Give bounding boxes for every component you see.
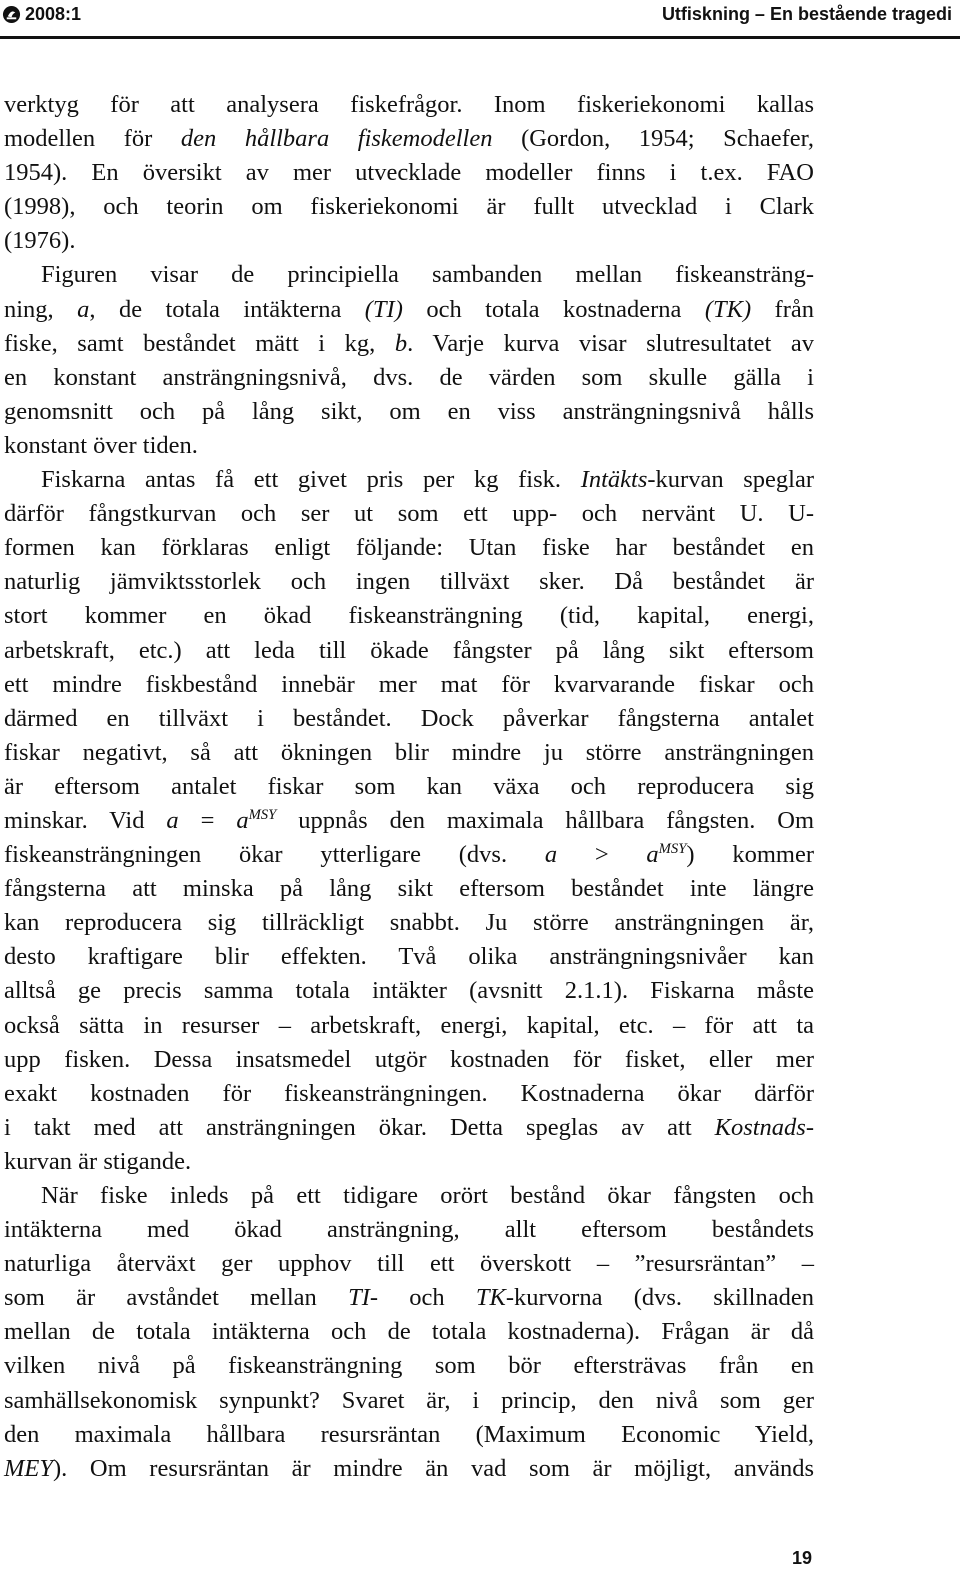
page-number: 19 xyxy=(791,1548,812,1568)
text-line: modellen för den hållbara fiskemodellen (Gordon, 1954; Schaefer, xyxy=(4,125,814,153)
text-line: konstant över tiden. xyxy=(4,431,198,459)
text-line: Fiskarna antas få ett givet pris per kg fisk. Intäkts-kurvan speglar xyxy=(41,466,814,494)
text-line: intäkterna med ökad ansträngning, allt eftersom beståndets xyxy=(4,1216,814,1244)
text-line: som är avståndet mellan TI- och TK-kurvorna (dvs. skillnaden xyxy=(4,1284,814,1312)
text-line: stort kommer en ökad fiskeansträngning (tid, kapital, energi, xyxy=(4,602,814,630)
text-line: därmed en tillväxt i beståndet. Dock påverkar fångsterna antalet xyxy=(4,704,814,732)
section-title: Utfiskning – En bestående tragedi xyxy=(661,4,952,24)
text-line: ett mindre fiskbestånd innebär mer mat för kvarvarande fiskar och xyxy=(4,670,814,698)
text-line: arbetskraft, etc.) att leda till ökade fångster på lång sikt eftersom xyxy=(4,636,814,664)
text-line: (1998), och teorin om fiskeriekonomi är fullt utvecklad i Clark xyxy=(4,193,814,221)
text-line: samhällsekonomisk synpunkt? Svaret är, i princip, den nivå som ger xyxy=(4,1386,814,1414)
issue-number: 2008:1 xyxy=(25,4,82,24)
text-line: genomsnitt och på lång sikt, om en viss ansträngningsnivå hålls xyxy=(4,397,814,425)
page-header xyxy=(0,0,960,32)
text-line: exakt kostnaden för fiskeansträngningen. Kostnaderna ökar därför xyxy=(4,1079,814,1107)
body-text xyxy=(4,88,814,1486)
text-line: minskar. Vid $a = a^{MSY}$ uppnås den maximala hållbara fångsten. Om xyxy=(4,806,814,834)
text-line: därför fångstkurvan och ser ut som ett upp- och nervänt U. U- xyxy=(4,500,814,528)
text-line: alltså ge precis samma totala intäkter (avsnitt 2.1.1). Fiskarna måste xyxy=(4,977,814,1005)
text-line: i takt med att ansträngningen ökar. Detta speglas av att Kostnads- xyxy=(4,1113,814,1141)
text-line: Figuren visar de principiella sambanden mellan fiskeansträng- xyxy=(41,261,814,289)
text-line: fiskar negativt, så att ökningen blir mindre ju större ansträngningen xyxy=(4,738,814,766)
text-line: 1954). En översikt av mer utvecklade modeller finns i t.ex. FAO xyxy=(4,159,814,187)
text-line: formen kan förklaras enligt följande: Utan fiske har beståndet en xyxy=(4,534,814,562)
text-line: fiske, samt beståndet mätt i kg, b. Varje kurva visar slutresultatet av xyxy=(4,329,814,357)
text-line: är eftersom antalet fiskar som kan växa och reproducera sig xyxy=(4,772,814,800)
text-line: verktyg för att analysera fiskefrågor. Inom fiskeriekonomi kallas xyxy=(4,91,814,118)
publication-logo-icon xyxy=(2,5,21,24)
text-line: också sätta in resurser – arbetskraft, energi, kapital, etc. – för att ta xyxy=(4,1011,814,1039)
text-line: fiskeansträngningen ökar ytterligare (dvs. $a > a^{MSY}$) kommer xyxy=(4,840,814,869)
text-line: kurvan är stigande. xyxy=(4,1147,192,1175)
text-line: kan reproducera sig tillräckligt snabbt. Ju större ansträngningen är, xyxy=(4,909,814,937)
text-line: MEY). Om resursräntan är mindre än vad som är möjligt, används xyxy=(4,1454,814,1482)
text-line: naturlig jämviktsstorlek och ingen tillväxt sker. Då beståndet är xyxy=(4,568,814,596)
text-line: den maximala hållbara resursräntan (Maximum Economic Yield, xyxy=(4,1420,814,1448)
text-line: fångsterna att minska på lång sikt eftersom beståndet inte längre xyxy=(4,875,814,903)
text-line: desto kraftigare blir effekten. Två olika ansträngningsnivåer kan xyxy=(4,943,814,971)
text-line: ning, a, de totala intäkterna (TI) och totala kostnaderna (TK) från xyxy=(4,295,814,323)
header-rule xyxy=(0,36,960,39)
text-line: När fiske inleds på ett tidigare orört bestånd ökar fångsten och xyxy=(41,1182,814,1209)
text-line: en konstant ansträngningsnivå, dvs. de värden som skulle gälla i xyxy=(4,363,814,391)
text-line: naturliga återväxt ger upphov till ett överskott – ”resursräntan” – xyxy=(4,1250,814,1278)
text-line: mellan de totala intäkterna och de totala kostnaderna). Frågan är då xyxy=(4,1318,814,1346)
text-line: upp fisken. Dessa insatsmedel utgör kostnaden för fisket, eller mer xyxy=(4,1045,814,1073)
header-left xyxy=(2,4,81,25)
text-line: vilken nivå på fiskeansträngning som bör eftersträvas från en xyxy=(4,1352,814,1380)
text-line: (1976). xyxy=(4,227,76,255)
